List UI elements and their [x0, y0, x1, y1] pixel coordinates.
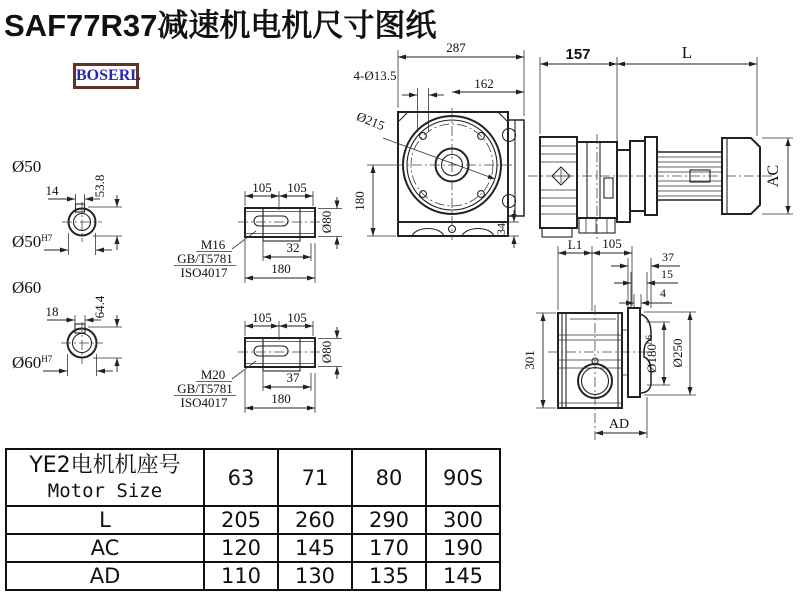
cell-L-80: 290: [352, 506, 426, 534]
dim-m20-37: 37: [286, 370, 300, 385]
dim-301: 301: [522, 350, 537, 370]
dim-m16-32: 32: [286, 240, 300, 255]
std-gb-label-1: GB/T5781: [177, 251, 233, 266]
std-iso-label-1: ISO4017: [180, 265, 228, 280]
cell-AC-90s: 190: [426, 534, 500, 562]
dim-180-height: 180: [352, 191, 367, 211]
shaft-bore-view-60: [12, 278, 122, 376]
side-view-motor: [528, 43, 793, 242]
coupling-housing: [617, 150, 630, 222]
page-title: SAF77R37减速机电机尺寸图纸: [4, 8, 437, 43]
dim-15-rear: 15: [661, 267, 673, 281]
bore50-fit-label: $Ø50^{H7}$: [12, 232, 53, 251]
table-header-motor-size: [6, 449, 204, 506]
header-cn: YE2电机机座号: [29, 452, 181, 478]
dim-m16-180: 180: [271, 261, 291, 276]
rear-view-flange: [522, 236, 696, 440]
row-label-AD: AD: [6, 562, 204, 590]
side-foot: [542, 228, 572, 237]
shaft-m16-body: [245, 208, 315, 237]
dim-AC: AC: [765, 164, 782, 188]
bore50-label: Ø50: [12, 157, 42, 176]
bore60-fit-label: $Ø60^{H7}$: [12, 353, 53, 372]
thread-m16-label: M16: [200, 237, 226, 252]
dim-m20-180: 180: [271, 391, 291, 406]
dim-162: 162: [474, 76, 494, 91]
cell-AC-63: 120: [204, 534, 278, 562]
dim-34: 34: [494, 223, 508, 235]
dim-4-rear: 4: [660, 286, 666, 300]
row-label-AC: AC: [6, 534, 204, 562]
table-row-L: [6, 506, 500, 534]
cell-L-90s: 300: [426, 506, 500, 534]
bore60-label: Ø60: [12, 278, 42, 297]
cell-AD-71: 130: [278, 562, 352, 590]
col-90s: 90S: [426, 449, 500, 506]
motor-size-table: [5, 448, 501, 591]
dim-key18: 18: [45, 304, 59, 319]
col-80: 80: [352, 449, 426, 506]
dim-64-4: 64.4: [92, 295, 107, 319]
dim-53-8: 53.8: [92, 174, 107, 198]
dim-flange-215: Ø215: [354, 108, 387, 134]
dim-m20-105b: 105: [287, 310, 307, 325]
table-row-AD: [6, 562, 500, 590]
dim-4-holes: 4-Ø13.5: [353, 68, 397, 83]
shaft-detail-m16: [174, 180, 342, 283]
dim-AD: AD: [608, 417, 630, 432]
gearbox-front-view: [352, 40, 524, 248]
cell-L-71: 260: [278, 506, 352, 534]
cell-AC-71: 145: [278, 534, 352, 562]
cell-AD-80: 135: [352, 562, 426, 590]
shaft-bore-view-50: [12, 157, 122, 255]
dim-m16-dia80: Ø80: [319, 210, 334, 234]
cell-L-63: 205: [204, 506, 278, 534]
dim-287: 287: [446, 40, 466, 55]
dim-157: 157: [565, 46, 591, 63]
mounting-foot: [398, 222, 508, 236]
dim-m20-dia80: Ø80: [319, 340, 334, 364]
dim-L: L: [681, 43, 693, 62]
std-iso-label-2: ISO4017: [180, 395, 228, 410]
cell-AD-90s: 145: [426, 562, 500, 590]
shaft-detail-m20: [174, 310, 342, 413]
cell-AC-80: 170: [352, 534, 426, 562]
dim-105-rear: 105: [602, 236, 622, 251]
table-row-AC: [6, 534, 500, 562]
dim-spigot-180: $Ø180^{h6}$: [644, 335, 659, 373]
header-en: Motor Size: [47, 479, 163, 502]
row-label-L: L: [6, 506, 204, 534]
cell-AD-63: 110: [204, 562, 278, 590]
output-flange-plate: [628, 308, 640, 397]
dim-37-rear: 37: [662, 250, 674, 264]
thread-m20-label: M20: [200, 367, 226, 382]
dim-m16-105a: 105: [252, 180, 272, 195]
col-71: 71: [278, 449, 352, 506]
brand-logo: BOSERL: [73, 63, 139, 89]
shaft-m20-body: [245, 338, 315, 367]
dim-key14: 14: [45, 183, 59, 198]
col-63: 63: [204, 449, 278, 506]
dim-m20-105a: 105: [252, 310, 272, 325]
table-header-row: [6, 449, 500, 506]
gearbox-body: [398, 112, 508, 222]
dim-m16-105b: 105: [287, 180, 307, 195]
dim-L1: L1: [567, 237, 583, 252]
std-gb-label-2: GB/T5781: [177, 381, 233, 396]
dim-flange-250: Ø250: [670, 338, 685, 368]
